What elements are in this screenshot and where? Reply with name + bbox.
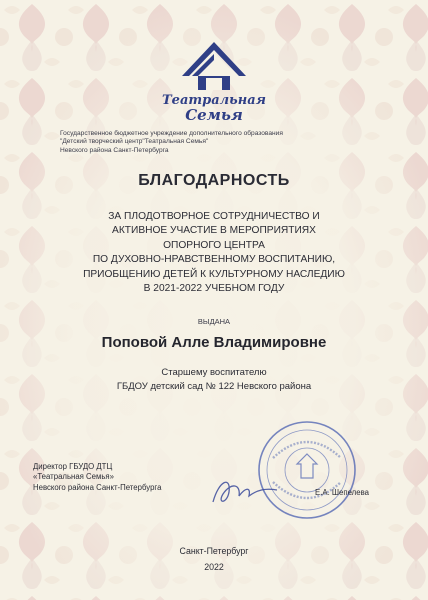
signer-name: Е.А. Шепелева bbox=[315, 488, 369, 497]
body-line: АКТИВНОЕ УЧАСТИЕ В МЕРОПРИЯТИЯХ bbox=[112, 225, 316, 237]
body-line: ОПОРНОГО ЦЕНТРА bbox=[163, 239, 265, 251]
position-line: ГБДОУ детский сад № 122 Невского района bbox=[116, 380, 312, 392]
organization-header bbox=[60, 130, 390, 155]
recipient-name: Поповой Алле Владимировне bbox=[101, 334, 327, 351]
recipient-position bbox=[0, 366, 428, 393]
body-line: ЗА ПЛОДОТВОРНОЕ СОТРУДНИЧЕСТВО И bbox=[108, 211, 320, 222]
body-line: В 2021-2022 УЧЕБНОМ ГОДУ bbox=[143, 283, 285, 295]
year: 2022 bbox=[204, 562, 224, 572]
organization-line: Государственное бюджетное учреждение дополнительного образования bbox=[60, 130, 283, 137]
organization-line: Невского района Санкт-Петербурга bbox=[60, 146, 169, 154]
director-block bbox=[33, 462, 161, 493]
city: Санкт-Петербург bbox=[179, 546, 249, 556]
body-line: ПРИОБЩЕНИЮ ДЕТЕЙ К КУЛЬТУРНОМУ НАСЛЕДИЮ bbox=[83, 268, 345, 280]
director-line: Невского района Санкт-Петербурга bbox=[33, 482, 162, 492]
director-line: Директор ГБУДО ДТЦ bbox=[33, 462, 113, 471]
certificate-body bbox=[0, 210, 428, 296]
certificate-title: БЛАГОДАРНОСТЬ bbox=[138, 172, 290, 189]
organization-line: "Детский творческий центр"Театральная Семья" bbox=[60, 138, 209, 146]
director-line: «Театральная Семья» bbox=[33, 472, 114, 482]
logo-wordmark-line2: Семья bbox=[185, 106, 243, 124]
logo-wordmark-line1: Театральная bbox=[162, 93, 266, 108]
issued-label: ВЫДАНА bbox=[197, 317, 231, 326]
body-line: ПО ДУХОВНО-НРАВСТВЕННОМУ ВОСПИТАНИЮ, bbox=[92, 254, 336, 266]
position-line: Старшему воспитателю bbox=[161, 367, 267, 378]
handwritten-signature bbox=[205, 470, 285, 510]
